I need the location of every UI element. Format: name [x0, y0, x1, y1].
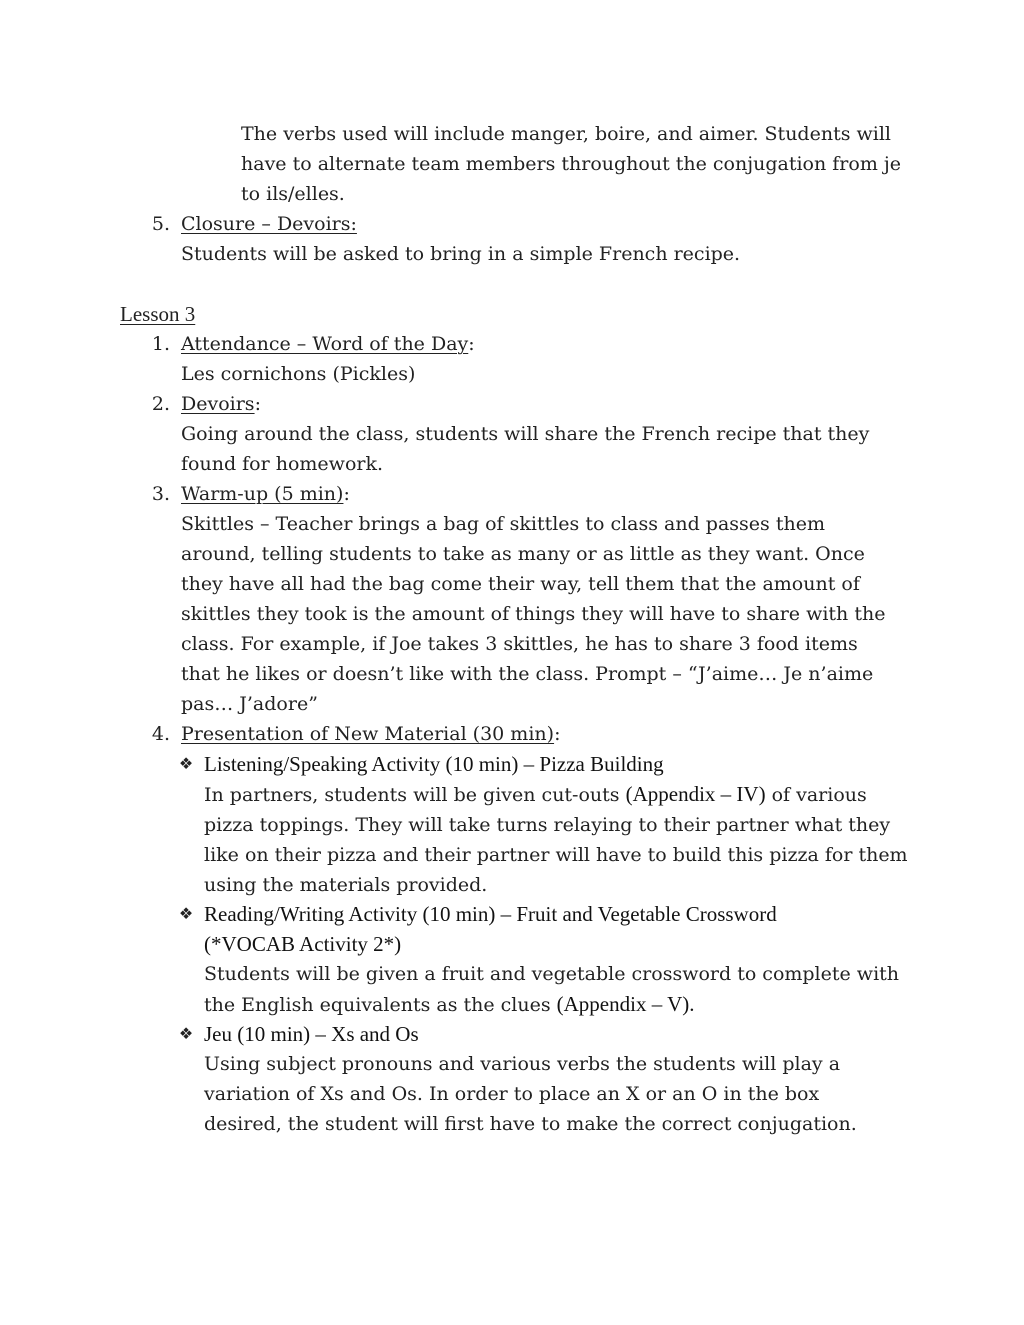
heading-colon: : — [468, 333, 475, 355]
list-number: 4. — [151, 723, 170, 745]
lesson-item-attendance — [181, 329, 475, 389]
text-line: have to alternate team members throughout the conjugation from je — [241, 153, 902, 175]
text-line: desired, the student will first have to make the correct conjugation. — [204, 1113, 857, 1135]
text-segment: In partners, students will be given cut-outs — [204, 784, 626, 806]
activity-crossword — [204, 899, 899, 1020]
section-heading: Warm-up (5 min) — [181, 483, 344, 505]
lesson-item-devoirs — [181, 389, 869, 479]
text-line: Students will be asked to bring in a simple French recipe. — [181, 243, 741, 265]
text-line: Les cornichons (Pickles) — [181, 363, 416, 385]
text-line: using the materials provided. — [204, 874, 488, 896]
section-heading: Closure – Devoirs: — [181, 213, 357, 235]
text-line: Going around the class, students will share the French recipe that they — [181, 423, 870, 445]
lesson-title: Lesson 3 — [120, 302, 196, 326]
activity-title: Listening/Speaking Activity (10 min) – Pizza Building — [204, 752, 664, 776]
text-line: pas… J’adore” — [181, 693, 318, 715]
list-number: 2. — [151, 393, 170, 415]
list-number: 5. — [151, 213, 170, 235]
heading-colon: : — [343, 483, 350, 505]
text-line: found for homework. — [181, 453, 384, 475]
activity-title: Jeu (10 min) – Xs and Os — [204, 1022, 419, 1046]
diamond-bullet-icon: ❖ — [178, 1024, 194, 1043]
text-line: Skittles – Teacher brings a bag of skittles to class and passes them — [181, 513, 825, 535]
appendix-reference: (Appendix – IV) — [625, 782, 766, 806]
lesson-item-warmup — [181, 479, 885, 719]
list-number: 3. — [151, 483, 170, 505]
closure-section — [181, 209, 740, 269]
text-segment: of various — [765, 784, 867, 806]
activity-title: (*VOCAB Activity 2*) — [204, 932, 402, 956]
lesson-item-presentation — [181, 719, 560, 749]
text-line: that he likes or doesn’t like with the class. Prompt – “J’aime… Je n’aime — [181, 663, 874, 685]
intro-paragraph — [241, 119, 901, 209]
text-line: like on their pizza and their partner will have to build this pizza for them — [204, 844, 908, 866]
section-heading: Attendance – Word of the Day — [181, 333, 469, 355]
appendix-reference: (Appendix – V). — [556, 992, 695, 1016]
text-line: around, telling students to take as many or as little as they want. Once — [181, 543, 865, 565]
text-line: class. For example, if Joe takes 3 skittles, he has to share 3 food items — [181, 633, 858, 655]
list-number: 1. — [151, 333, 170, 355]
text-line: The verbs used will include manger, boire, and aimer. Students will — [241, 123, 891, 145]
diamond-bullet-icon: ❖ — [178, 754, 194, 773]
activity-xs-and-os — [204, 1019, 857, 1139]
section-heading: Presentation of New Material (30 min) — [181, 723, 555, 745]
section-heading: Devoirs — [181, 393, 255, 415]
text-line: to ils/elles. — [241, 183, 345, 205]
activity-pizza-building — [204, 749, 908, 900]
activity-title: Reading/Writing Activity (10 min) – Fruit and Vegetable Crossword — [204, 902, 777, 926]
text-line: they have all had the bag come their way, tell them that the amount of — [181, 573, 860, 595]
text-line: pizza toppings. They will take turns relaying to their partner what they — [204, 814, 891, 836]
text-line: Using subject pronouns and various verbs the students will play a — [204, 1053, 841, 1075]
heading-colon: : — [554, 723, 561, 745]
heading-colon: : — [254, 393, 261, 415]
text-segment: the English equivalents as the clues — [204, 994, 557, 1016]
text-line: Students will be given a fruit and vegetable crossword to complete with — [204, 963, 900, 985]
diamond-bullet-icon: ❖ — [178, 904, 194, 923]
text-line: skittles they took is the amount of things they will have to share with the — [181, 603, 886, 625]
text-line: variation of Xs and Os. In order to place an X or an O in the box — [204, 1083, 820, 1105]
